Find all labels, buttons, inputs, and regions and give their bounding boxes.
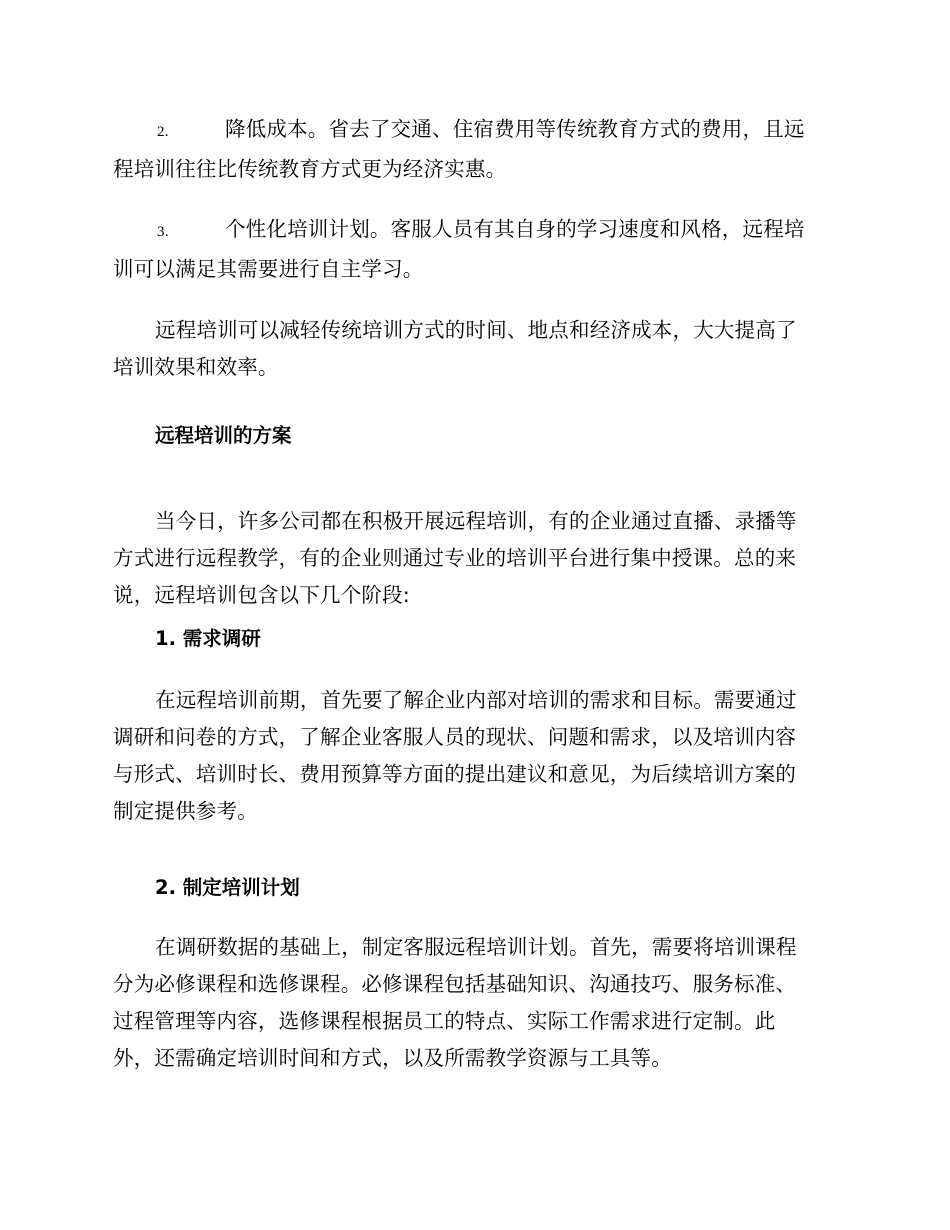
stage-1-line-4: 制定提供参考。: [113, 799, 258, 823]
list-item-2-number: 2.: [157, 124, 169, 140]
list-item-3-number: 3.: [157, 224, 169, 240]
list-item-3: [113, 211, 835, 288]
intro-line-1: 当今日，许多公司都在积极开展远程培训，有的企业通过直播、录播等: [155, 509, 797, 533]
stage-1-line-3: 与形式、培训时长、费用预算等方面的提出建议和意见，为后续培训方案的: [113, 762, 797, 786]
list-item-3-text-1: 个性化培训计划。客服人员有其自身的学习速度和风格，远程培: [225, 217, 805, 241]
stage-2-line-3: 过程管理等内容，选修课程根据员工的特点、实际工作需求进行定制。此: [113, 1009, 776, 1033]
summary-line-1: 远程培训可以减轻传统培训方式的时间、地点和经济成本，大大提高了: [155, 318, 797, 342]
list-item-3-line-1: [113, 211, 835, 251]
stage-1-line-1: 在远程培训前期，首先要了解企业内部对培训的需求和目标。需要通过: [155, 688, 797, 712]
intro-paragraph: [113, 503, 835, 614]
section-title: 远程培训的方案: [155, 424, 292, 447]
stage-1-title: 1. 需求调研: [155, 627, 261, 650]
list-item-3-text-2: 训可以满足其需要进行自主学习。: [113, 257, 424, 281]
list-item-2: [113, 111, 835, 188]
stage-2-paragraph: [113, 929, 835, 1077]
stage-1-line-2: 调研和问卷的方式，了解企业客服人员的现状、问题和需求，以及培训内容: [113, 725, 797, 749]
stage-2-line-4: 外，还需确定培训时间和方式，以及所需教学资源与工具等。: [113, 1046, 672, 1070]
list-item-2-line-1: [113, 111, 835, 151]
list-item-2-text-2: 程培训往往比传统教育方式更为经济实惠。: [113, 157, 507, 181]
stage-2-line-2: 分为必修课程和选修课程。必修课程包括基础知识、沟通技巧、服务标准、: [113, 972, 797, 996]
summary-line-2: 培训效果和效率。: [113, 355, 279, 379]
intro-line-3: 说，远程培训包含以下几个阶段:: [113, 583, 410, 607]
summary-paragraph: [113, 312, 835, 386]
stage-1-paragraph: [113, 682, 835, 830]
intro-line-2: 方式进行远程教学，有的企业则通过专业的培训平台进行集中授课。总的来: [113, 546, 797, 570]
list-item-2-text-1: 降低成本。省去了交通、住宿费用等传统教育方式的费用，且远: [225, 117, 805, 141]
stage-2-title: 2. 制定培训计划: [155, 876, 300, 899]
stage-2-line-1: 在调研数据的基础上，制定客服远程培训计划。首先，需要将培训课程: [155, 935, 797, 959]
